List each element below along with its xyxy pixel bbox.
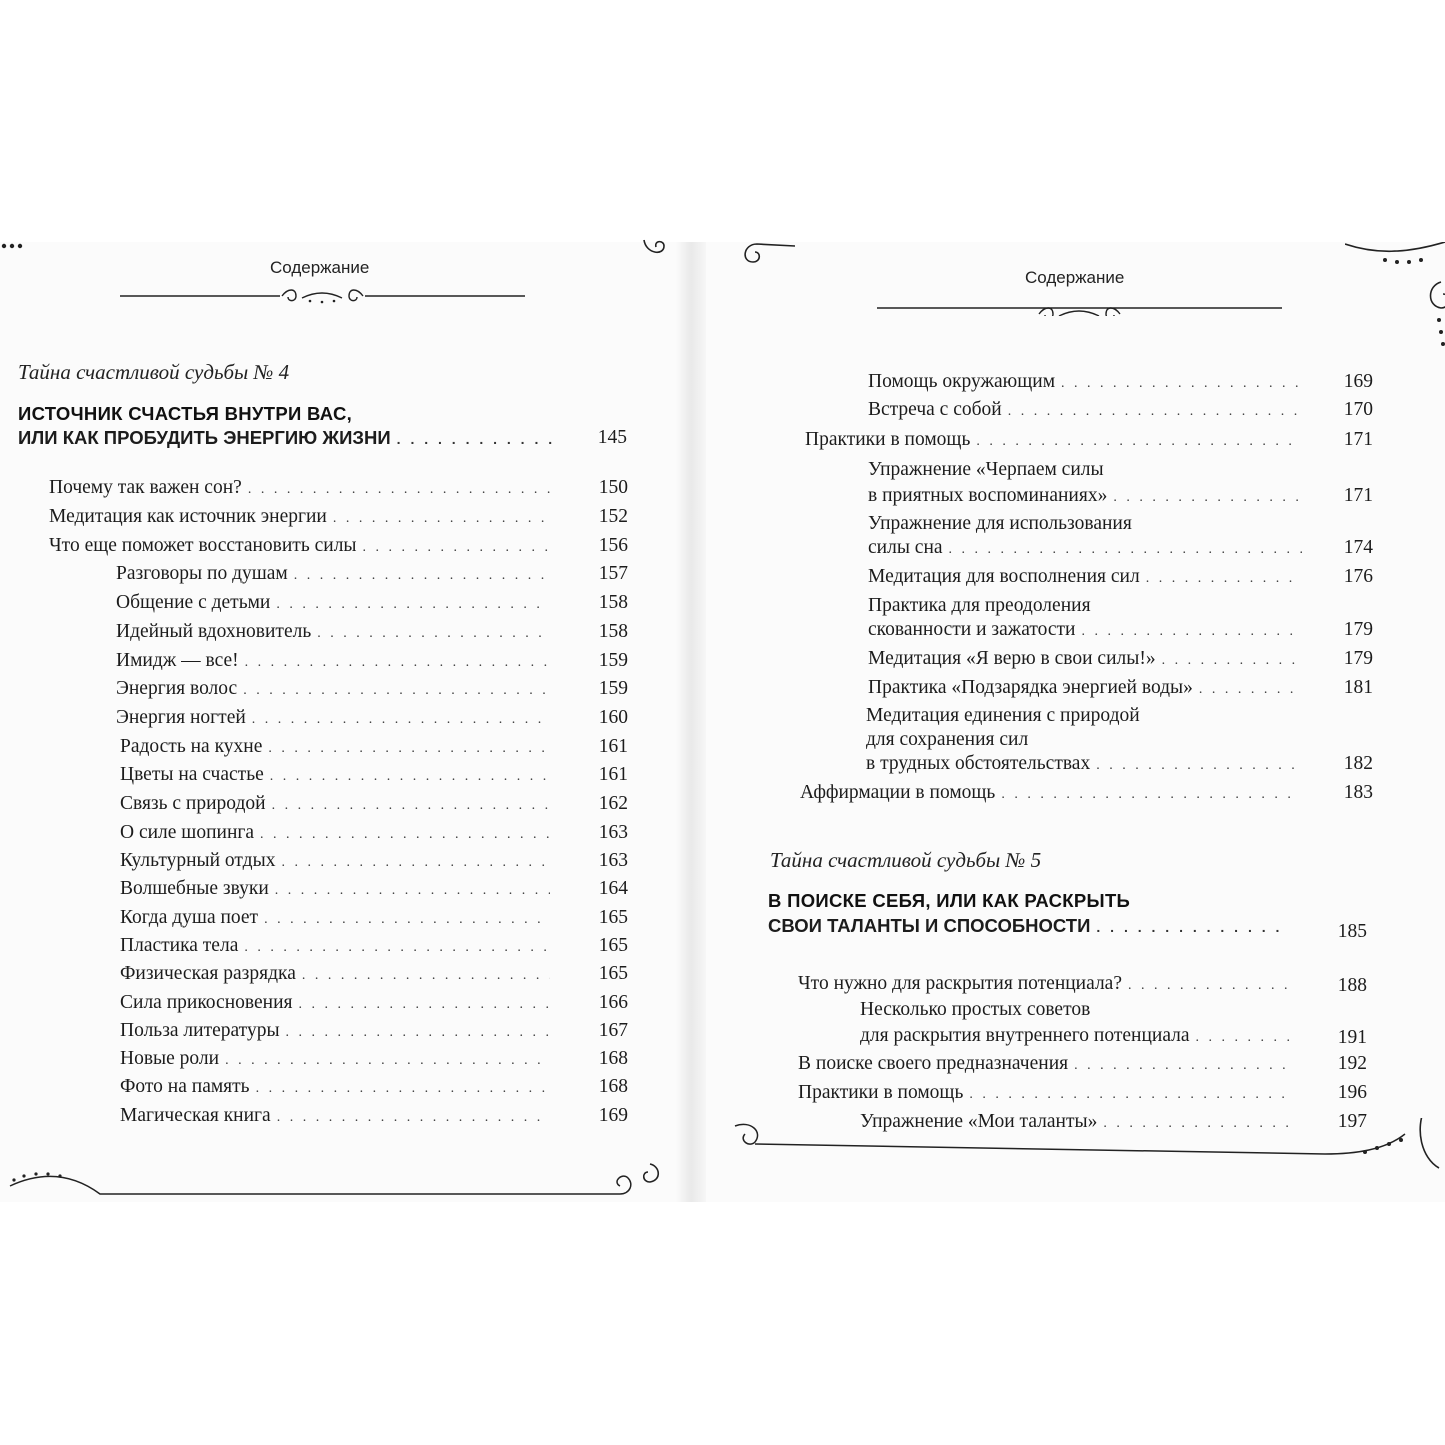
toc-entry-text: Аффирмации в помощь [800, 782, 996, 803]
page-number: 197 [1337, 1111, 1367, 1132]
dot-leader [270, 763, 550, 791]
page-number: 179 [1343, 619, 1373, 640]
toc-entry-text: Практики в помощь [805, 429, 971, 450]
toc-entry[interactable] [860, 1022, 1296, 1050]
toc-entry-line: для сохранения сил [866, 729, 1029, 750]
dot-leader [281, 849, 550, 877]
page-number: 165 [598, 907, 628, 928]
toc-entry-line: Упражнение для использования [868, 513, 1132, 534]
dot-leader [245, 649, 550, 677]
bottom-ornament [725, 1118, 1445, 1202]
toc-entry-text: Разговоры по душам [116, 563, 288, 584]
page-number: 161 [598, 764, 628, 785]
toc-entry[interactable] [866, 750, 1306, 778]
dot-leader [276, 591, 550, 619]
toc-entry-text: Идейный вдохновитель [116, 621, 312, 642]
toc-entry[interactable] [116, 560, 556, 588]
toc-entry[interactable] [868, 368, 1306, 396]
toc-entry[interactable] [120, 904, 556, 932]
dot-leader [302, 962, 550, 990]
toc-entry-text: скованности и зажатости [868, 619, 1076, 640]
toc-entry-text: Фото на память [120, 1076, 250, 1097]
dot-leader [243, 677, 550, 705]
swirl-ornament-icon [735, 240, 795, 270]
dot-leader [333, 505, 550, 533]
page-number: 196 [1337, 1082, 1367, 1103]
toc-entry-text: силы сна [868, 537, 943, 558]
toc-entry-text: Упражнение «Мои таланты» [860, 1111, 1098, 1132]
toc-entry-text: Имидж — все! [116, 650, 239, 671]
dot-leader [275, 877, 550, 905]
running-head: Содержание [1025, 268, 1125, 287]
chapter-title-line: ИСТОЧНИК СЧАСТЬЯ ВНУТРИ ВАС, [18, 403, 353, 424]
dot-leader [1061, 370, 1300, 398]
toc-entry[interactable] [120, 761, 556, 789]
page-number: 161 [598, 736, 628, 757]
page-number: 164 [598, 878, 628, 899]
toc-entry-text: Помощь окружающим [868, 371, 1056, 392]
page-number: 165 [598, 935, 628, 956]
dot-leader [1199, 676, 1302, 704]
toc-entry[interactable] [805, 426, 1306, 454]
toc-entry-text: Цветы на счастье [120, 764, 264, 785]
page-number: 152 [598, 506, 628, 527]
dot-leader [256, 1075, 550, 1103]
toc-entry-text: Волшебные звуки [120, 878, 269, 899]
dot-leader [268, 735, 550, 763]
page-number: 169 [1343, 371, 1373, 392]
page-number: 191 [1337, 1027, 1367, 1048]
page-number: 159 [598, 650, 628, 671]
toc-entry-text: Практики в помощь [798, 1082, 964, 1103]
dot-leader [317, 620, 550, 648]
section-label: Тайна счастливой судьбы № 5 [770, 848, 1042, 872]
toc-entry[interactable] [120, 875, 556, 903]
page-number: 188 [1337, 975, 1367, 996]
toc-entry-text: Пластика тела [120, 935, 239, 956]
toc-entry-text: О силе шопинга [120, 822, 255, 843]
toc-entry[interactable] [798, 970, 1296, 998]
dot-leader [1196, 1024, 1290, 1052]
toc-entry-line: Несколько простых советов [860, 999, 1091, 1020]
toc-entry-text: для раскрытия внутреннего потенциала [860, 1025, 1190, 1046]
page-number: 167 [598, 1020, 628, 1041]
toc-entry-text: Медитация «Я верю в свои силы!» [868, 648, 1156, 669]
page-number: 174 [1343, 537, 1373, 558]
bottom-ornament [0, 1160, 680, 1200]
dot-leader [294, 562, 550, 590]
page-number: 160 [598, 707, 628, 728]
dot-leader [1113, 484, 1302, 512]
toc-entry-text: Практика «Подзарядка энергией воды» [868, 677, 1193, 698]
toc-entry-text: Новые роли [120, 1048, 220, 1069]
toc-entry-text: Польза литературы [120, 1020, 280, 1041]
toc-entry-text: Медитация для восполнения сил [868, 566, 1140, 587]
page-number: 176 [1343, 566, 1373, 587]
dot-leader [1162, 647, 1302, 675]
toc-entry-text: Медитация как источник энергии [49, 506, 327, 527]
corner-ornament-icon [1345, 242, 1445, 352]
page-number: 156 [598, 535, 628, 556]
chapter-entry[interactable] [18, 424, 558, 452]
page-number: 182 [1343, 753, 1373, 774]
toc-entry[interactable] [116, 589, 556, 617]
page-number: 169 [598, 1105, 628, 1126]
dot-leader [969, 1081, 1290, 1109]
toc-entry-text: Магическая книга [120, 1105, 271, 1126]
chapter-title-line: ИЛИ КАК ПРОБУДИТЬ ЭНЕРГИЮ ЖИЗНИ [18, 427, 391, 448]
dot-leader [363, 534, 550, 562]
toc-entry[interactable] [116, 618, 556, 646]
page-number: 165 [598, 963, 628, 984]
page-number: 181 [1343, 677, 1373, 698]
toc-entry[interactable] [116, 704, 556, 732]
toc-entry-text: Что еще поможет восстановить силы [49, 535, 357, 556]
page-number: 158 [598, 592, 628, 613]
dot-leader [252, 706, 550, 734]
page-number: 163 [598, 822, 628, 843]
toc-entry[interactable] [120, 989, 556, 1017]
toc-entry-text: Сила прикосновения [120, 992, 293, 1013]
dot-leader [1096, 752, 1300, 780]
dot-leader [976, 428, 1300, 456]
toc-entry[interactable] [868, 534, 1308, 562]
toc-entry[interactable] [868, 674, 1308, 702]
swirl-ornament-icon [640, 238, 670, 262]
toc-entry[interactable] [116, 647, 556, 675]
page-number: 150 [598, 477, 628, 498]
toc-entry[interactable] [120, 1045, 556, 1073]
chapter-title-line: СВОИ ТАЛАНТЫ И СПОСОБНОСТИ [768, 915, 1091, 936]
ornamental-rule [120, 288, 525, 304]
dot-leader [298, 991, 550, 1019]
dot-leader [949, 536, 1302, 564]
toc-entry[interactable] [120, 847, 556, 875]
dot-leader [1074, 1052, 1290, 1080]
toc-entry-text: в трудных обстоятельствах [866, 753, 1091, 774]
toc-entry[interactable] [49, 503, 556, 531]
toc-entry-text: В поиске своего предназначения [798, 1053, 1069, 1074]
toc-entry-text: Энергия волос [116, 678, 238, 699]
page-number: 163 [598, 850, 628, 871]
page-number: 145 [597, 427, 627, 448]
page-number: 170 [1343, 399, 1373, 420]
toc-entry[interactable] [120, 932, 556, 960]
toc-entry[interactable] [120, 1017, 556, 1045]
toc-entry[interactable] [120, 1102, 556, 1130]
toc-entry[interactable] [868, 563, 1308, 591]
dot-leader [244, 934, 550, 962]
toc-entry-text: Встреча с собой [868, 399, 1002, 420]
dot-leader [1096, 913, 1290, 941]
dot-leader [272, 792, 550, 820]
ornamental-rule [877, 300, 1282, 316]
corner-ornament-icon [0, 240, 30, 252]
page-number: 183 [1343, 782, 1373, 803]
toc-entry-text: Связь с природой [120, 793, 266, 814]
toc-entry[interactable] [120, 1073, 556, 1101]
dot-leader [1082, 618, 1303, 646]
toc-entry[interactable] [116, 675, 556, 703]
toc-entry[interactable] [868, 396, 1306, 424]
toc-entry[interactable] [49, 532, 556, 560]
page-number: 171 [1343, 429, 1373, 450]
dot-leader [286, 1019, 550, 1047]
toc-entry-text: Культурный отдых [120, 850, 276, 871]
dot-leader [260, 821, 550, 849]
dot-leader [1008, 398, 1300, 426]
page-number: 171 [1343, 485, 1373, 506]
page-number: 168 [598, 1076, 628, 1097]
toc-entry[interactable] [868, 645, 1308, 673]
dot-leader [248, 476, 550, 504]
dot-leader [1001, 781, 1300, 809]
toc-entry[interactable] [868, 482, 1308, 510]
toc-entry-text: Общение с детьми [116, 592, 271, 613]
page-number: 162 [598, 793, 628, 814]
page-number: 185 [1337, 921, 1367, 942]
toc-entry[interactable] [868, 616, 1308, 644]
toc-entry-text: Физическая разрядка [120, 963, 296, 984]
page-number: 158 [598, 621, 628, 642]
chapter-entry[interactable] [768, 912, 1296, 940]
book-gutter [676, 242, 706, 1202]
toc-entry[interactable] [798, 1079, 1296, 1107]
toc-entry[interactable] [120, 790, 556, 818]
toc-entry-text: в приятных воспоминаниях» [868, 485, 1108, 506]
dot-leader [397, 425, 552, 453]
dot-leader [264, 906, 550, 934]
toc-entry[interactable] [120, 960, 556, 988]
toc-entry[interactable] [49, 474, 556, 502]
left-page [0, 242, 680, 1202]
dot-leader [225, 1047, 550, 1075]
page-number: 157 [598, 563, 628, 584]
page-number: 192 [1337, 1053, 1367, 1074]
dot-leader [1146, 565, 1302, 593]
toc-entry[interactable] [798, 1050, 1296, 1078]
toc-entry-line: Практика для преодоления [868, 595, 1091, 616]
running-head: Содержание [270, 258, 370, 277]
toc-entry-line: Упражнение «Черпаем силы [868, 459, 1104, 480]
toc-entry-text: Радость на кухне [120, 736, 263, 757]
toc-entry[interactable] [120, 819, 556, 847]
dot-leader [1128, 972, 1290, 1000]
page-number: 179 [1343, 648, 1373, 669]
page-number: 159 [598, 678, 628, 699]
section-label: Тайна счастливой судьбы № 4 [18, 360, 290, 384]
toc-entry-text: Энергия ногтей [116, 707, 246, 728]
toc-entry-text: Почему так важен сон? [49, 477, 242, 498]
toc-entry-text: Когда душа поет [120, 907, 259, 928]
toc-entry-line: Медитация единения с природой [866, 705, 1140, 726]
toc-entry[interactable] [800, 779, 1306, 807]
chapter-title-line: В ПОИСКЕ СЕБЯ, ИЛИ КАК РАСКРЫТЬ [768, 890, 1131, 911]
page-number: 166 [598, 992, 628, 1013]
page-number: 168 [598, 1048, 628, 1069]
toc-entry[interactable] [120, 733, 556, 761]
right-page [705, 242, 1445, 1202]
toc-entry-text: Что нужно для раскрытия потенциала? [798, 973, 1122, 994]
dot-leader [277, 1104, 550, 1132]
